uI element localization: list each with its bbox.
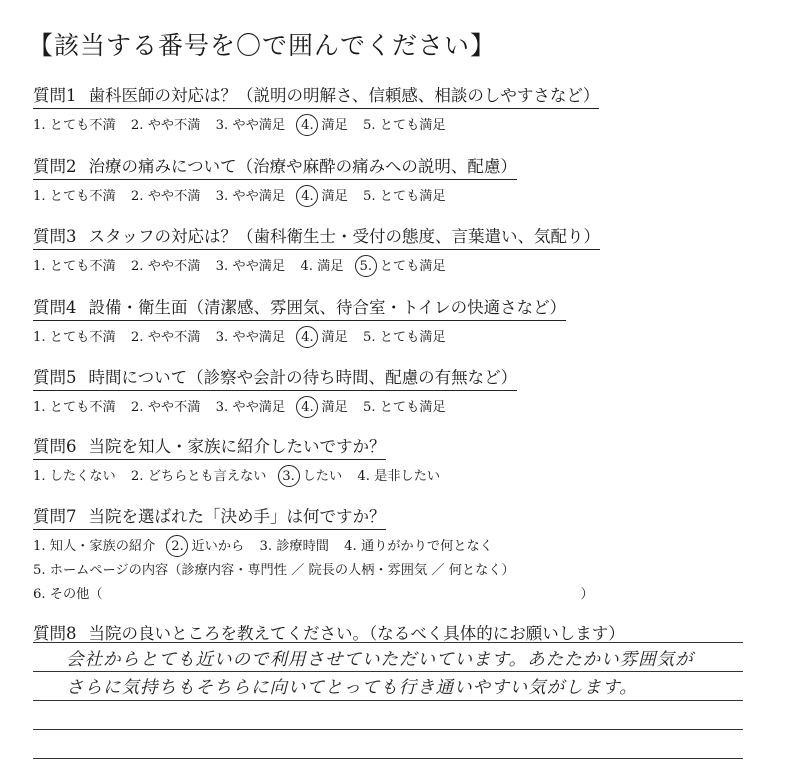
options-row-1: [33, 535, 594, 559]
question-3: [33, 223, 600, 278]
selected-circle: 5.: [355, 255, 377, 277]
options-row: [33, 185, 517, 208]
options-row-2: [33, 559, 594, 583]
selected-circle: 2.: [166, 535, 188, 557]
option-2[interactable]: 2. やや不満: [130, 259, 201, 274]
option-4-selected[interactable]: [300, 326, 347, 349]
option-1[interactable]: 1. したくない: [33, 469, 116, 484]
selected-circle: 3.: [278, 465, 300, 487]
option-3[interactable]: 3. やや満足: [215, 400, 286, 415]
question-number: 質問2: [33, 157, 77, 176]
question-2-title: [33, 153, 517, 180]
question-2: [33, 153, 517, 208]
question-number: 質問8: [33, 624, 77, 643]
option-4-selected[interactable]: [300, 114, 347, 137]
option-label: したい: [302, 469, 343, 484]
option-6-label[interactable]: 6. その他（: [33, 587, 103, 602]
options-row: [33, 465, 451, 488]
options-row: [33, 114, 599, 137]
selected-circle: 4.: [296, 185, 318, 207]
option-3[interactable]: 3. やや満足: [215, 330, 286, 345]
option-1[interactable]: 1. とても不満: [33, 189, 116, 204]
selected-circle: 4.: [296, 326, 318, 348]
option-4[interactable]: 4. 通りがかりで何となく: [344, 539, 493, 554]
option-4-selected[interactable]: [300, 396, 347, 419]
answer-line: [33, 758, 743, 759]
question-1-title: [33, 82, 599, 109]
question-number: 質問6: [33, 437, 77, 456]
option-1[interactable]: 1. とても不満: [33, 259, 116, 274]
question-5: [33, 364, 517, 419]
question-text: 時間について（診察や会計の待ち時間、配慮の有無など）: [88, 368, 518, 387]
question-number: 質問4: [33, 298, 77, 317]
option-2[interactable]: 2. やや不満: [130, 118, 201, 133]
question-text: 歯科医師の対応は？（説明の明解さ、信頼感、相談のしやすさなど）: [88, 86, 600, 105]
option-label: 満足: [321, 400, 348, 415]
option-1[interactable]: 1. とても不満: [33, 400, 116, 415]
option-2[interactable]: 2. やや不満: [130, 330, 201, 345]
option-2[interactable]: 2. やや不満: [130, 400, 201, 415]
option-6-close: ）: [580, 587, 594, 602]
question-text: 当院を知人・家族に紹介したいですか？: [88, 437, 386, 456]
question-number: 質問1: [33, 86, 77, 105]
option-5[interactable]: 5. とても満足: [362, 330, 446, 345]
option-4-selected[interactable]: [300, 185, 347, 208]
options-row: [33, 396, 517, 419]
question-6: [33, 433, 451, 488]
question-3-title: [33, 223, 600, 250]
option-2-selected[interactable]: [170, 535, 244, 559]
option-label: 満足: [321, 118, 348, 133]
option-4[interactable]: 4. 満足: [300, 259, 344, 274]
option-label: 満足: [321, 330, 348, 345]
question-1: [33, 82, 599, 137]
selected-circle: 4.: [296, 396, 318, 418]
option-5[interactable]: 5. とても満足: [362, 189, 446, 204]
options-row-3: [33, 583, 594, 607]
question-number: 質問5: [33, 368, 77, 387]
question-4: [33, 294, 566, 349]
option-3[interactable]: 3. 診療時間: [259, 539, 329, 554]
option-1[interactable]: 1. とても不満: [33, 330, 116, 345]
question-text: スタッフの対応は？（歯科衛生士・受付の態度、言葉遣い、気配り）: [88, 227, 600, 246]
option-1[interactable]: 1. とても不満: [33, 118, 116, 133]
handwritten-answer-line-1: 会社からとても近いので利用させていただいています。あたたかい雰囲気が: [66, 650, 694, 670]
question-text: 治療の痛みについて（治療や麻酔の痛みへの説明、配慮）: [88, 157, 517, 176]
option-label: 満足: [321, 189, 348, 204]
option-5[interactable]: 5. ホームページの内容（診療内容・専門性 ／ 院長の人柄・雰囲気 ／ 何となく）: [33, 563, 515, 578]
question-5-title: [33, 364, 517, 391]
option-5[interactable]: 5. とても満足: [362, 400, 446, 415]
option-label: とても満足: [379, 259, 446, 274]
handwritten-answer-line-2: さらに気持ちもそちらに向いてとっても行き通いやすい気がします。: [66, 678, 638, 698]
selected-circle: 4.: [296, 114, 318, 136]
options-row: [33, 255, 600, 278]
option-1[interactable]: 1. 知人・家族の紹介: [33, 539, 156, 554]
option-3-selected[interactable]: [282, 465, 343, 488]
options-row: [33, 326, 566, 349]
option-5[interactable]: 5. とても満足: [362, 118, 446, 133]
option-label: 近いから: [191, 539, 245, 554]
question-7-title: [33, 503, 386, 530]
question-7: [33, 503, 594, 607]
answer-line: [33, 700, 743, 701]
question-6-title: [33, 433, 386, 460]
option-2[interactable]: 2. どちらとも言えない: [130, 469, 267, 484]
question-number: 質問3: [33, 227, 77, 246]
question-number: 質問7: [33, 507, 77, 526]
option-3[interactable]: 3. やや満足: [215, 118, 286, 133]
question-4-title: [33, 294, 566, 321]
option-3[interactable]: 3. やや満足: [215, 259, 286, 274]
option-3[interactable]: 3. やや満足: [215, 189, 286, 204]
answer-line: [33, 642, 743, 643]
page-title: 【該当する番号を〇で囲んでください】: [28, 31, 497, 60]
answer-line: [33, 671, 743, 672]
question-text: 当院の良いところを教えてください。（なるべく具体的にお願いします）: [88, 624, 625, 643]
question-text: 設備・衛生面（清潔感、雰囲気、待合室・トイレの快適さなど）: [88, 298, 567, 317]
question-text: 当院を選ばれた「決め手」は何ですか？: [88, 507, 386, 526]
option-4[interactable]: 4. 是非したい: [357, 469, 441, 484]
answer-line: [33, 729, 743, 730]
option-2[interactable]: 2. やや不満: [130, 189, 201, 204]
option-5-selected[interactable]: [359, 255, 446, 278]
